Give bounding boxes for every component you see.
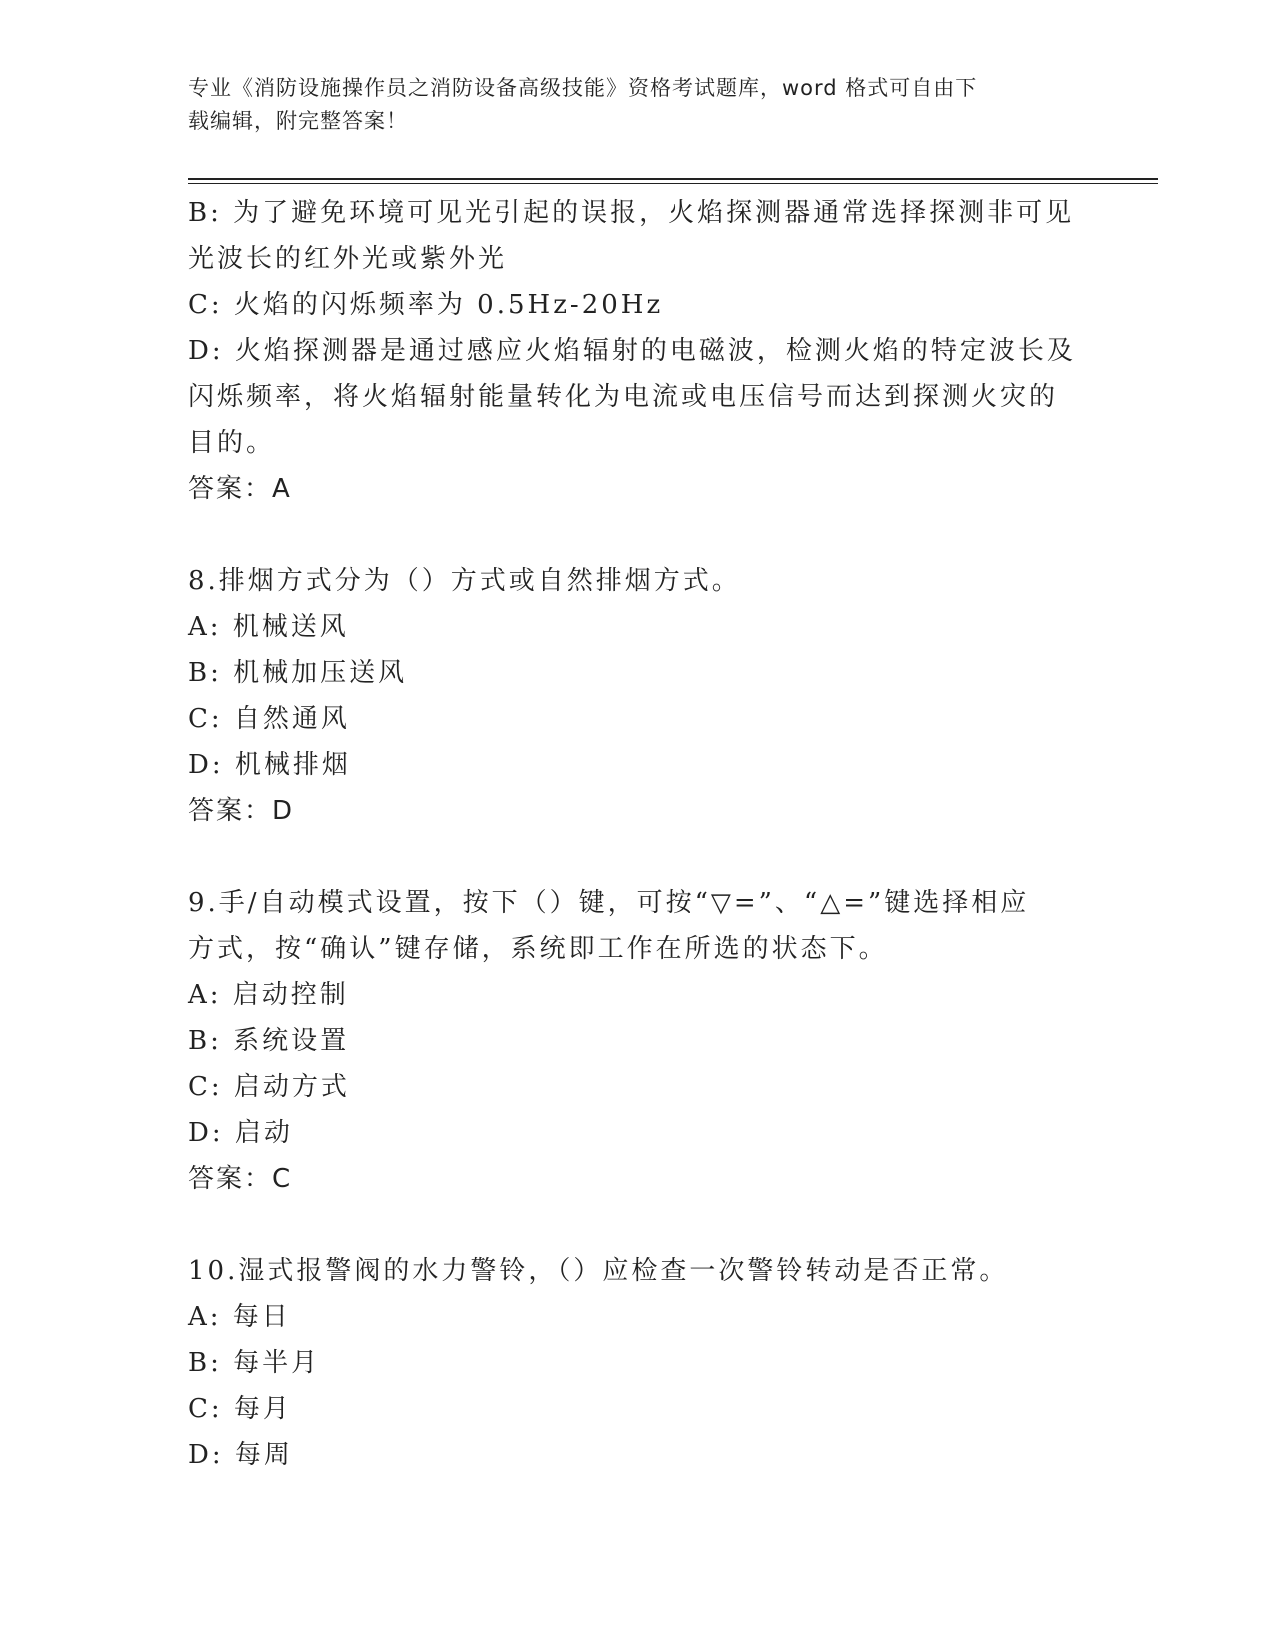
q7-option-d-line2: 闪烁频率，将火焰辐射能量转化为电流或电压信号而达到探测火灾的 bbox=[188, 382, 1059, 412]
question-10 bbox=[188, 1248, 1088, 1478]
q9-option-b: B: 系统设置 bbox=[188, 1026, 350, 1056]
q8-answer: 答案：D bbox=[188, 796, 295, 826]
q9-stem-line2: 方式，按“确认”键存储，系统即工作在所选的状态下。 bbox=[188, 934, 888, 964]
q7-option-d-line1: D: 火焰探测器是通过感应火焰辐射的电磁波，检测火焰的特定波长及 bbox=[188, 336, 1076, 366]
question-8 bbox=[188, 558, 1088, 834]
q9-stem-line1: 9.手/自动模式设置，按下（）键，可按“▽=”、“△=”键选择相应 bbox=[188, 888, 1030, 918]
header-line-2: 载编辑，附完整答案！ bbox=[188, 109, 408, 133]
header-line-1: 专业《消防设施操作员之消防设备高级技能》资格考试题库，word 格式可自由下 bbox=[188, 76, 978, 100]
q10-option-d: D: 每周 bbox=[188, 1440, 293, 1470]
document-body bbox=[188, 190, 1088, 1478]
q9-option-c: C: 启动方式 bbox=[188, 1072, 350, 1102]
q7-option-c: C: 火焰的闪烁频率为 0.5Hz-20Hz bbox=[188, 290, 664, 320]
question-7-continued bbox=[188, 190, 1088, 512]
q8-option-d: D: 机械排烟 bbox=[188, 750, 351, 780]
q8-option-c: C: 自然通风 bbox=[188, 704, 350, 734]
header-divider-thick bbox=[188, 178, 1158, 180]
q8-stem: 8.排烟方式分为（）方式或自然排烟方式。 bbox=[188, 566, 741, 596]
spacer bbox=[188, 512, 1088, 558]
document-header bbox=[188, 72, 1088, 138]
q7-option-d-line3: 目的。 bbox=[188, 428, 276, 458]
header-divider-thin bbox=[188, 183, 1158, 184]
q7-answer: 答案：A bbox=[188, 474, 292, 504]
q7-option-b-line1: B: 为了避免环境可见光引起的误报，火焰探测器通常选择探测非可见 bbox=[188, 198, 1075, 228]
spacer bbox=[188, 1202, 1088, 1248]
q7-option-b-line2: 光波长的红外光或紫外光 bbox=[188, 244, 508, 274]
question-9 bbox=[188, 880, 1088, 1202]
q10-option-a: A: 每日 bbox=[188, 1302, 291, 1332]
q9-option-d: D: 启动 bbox=[188, 1118, 293, 1148]
q9-answer: 答案：C bbox=[188, 1164, 293, 1194]
q10-option-b: B: 每半月 bbox=[188, 1348, 321, 1378]
spacer bbox=[188, 834, 1088, 880]
q9-option-a: A: 启动控制 bbox=[188, 980, 349, 1010]
q10-option-c: C: 每月 bbox=[188, 1394, 292, 1424]
q10-stem: 10.湿式报警阀的水力警铃，（）应检查一次警铃转动是否正常。 bbox=[188, 1256, 1009, 1286]
q8-option-a: A: 机械送风 bbox=[188, 612, 349, 642]
q8-option-b: B: 机械加压送风 bbox=[188, 658, 408, 688]
